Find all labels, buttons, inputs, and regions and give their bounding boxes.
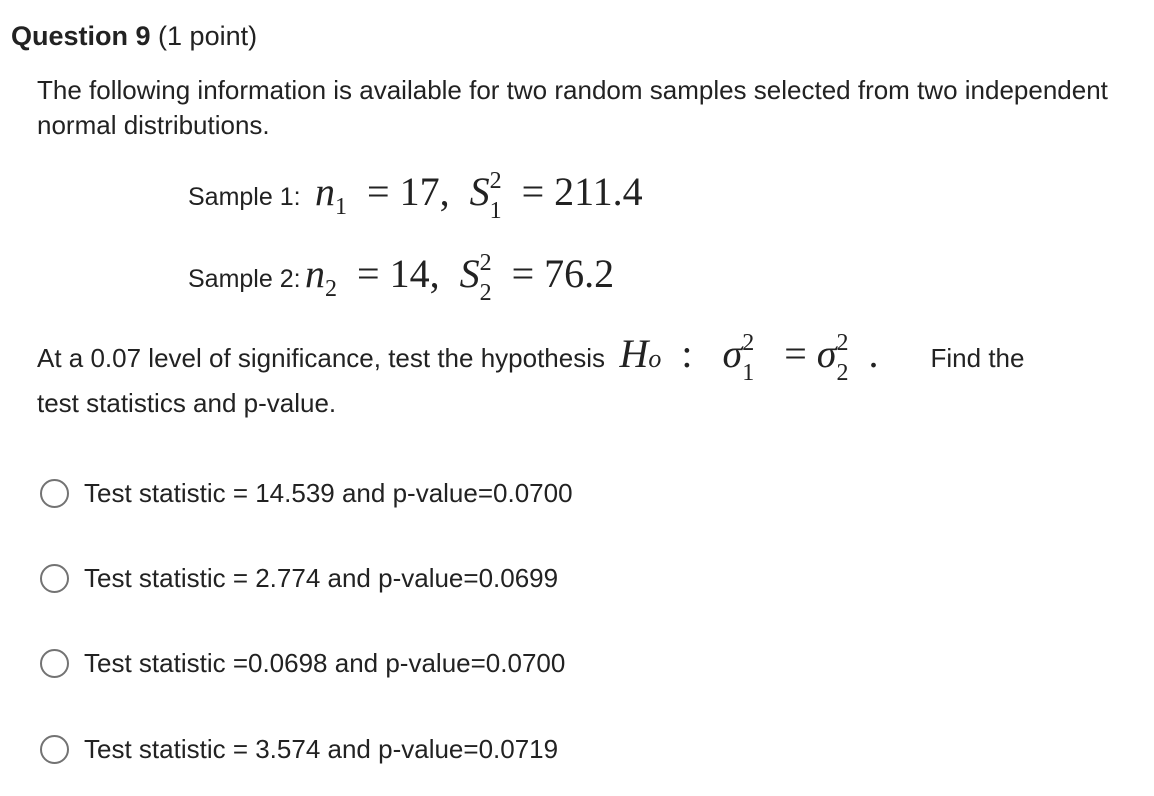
hypothesis-formula: Ho : σ 2 1 = σ 2 2 .: [619, 330, 879, 386]
hypothesis-intro: At a 0.07 level of significance, test the hypothesis: [37, 343, 606, 373]
hypothesis-line: [37, 330, 1024, 384]
question-header: [11, 14, 257, 58]
sample-1-label: Sample 1:: [188, 183, 301, 211]
answer-option-1[interactable]: [40, 475, 573, 511]
answer-option-label[interactable]: Test statistic = 14.539 and p-value=0.0700: [84, 477, 573, 508]
radio-button-2[interactable]: [40, 564, 69, 593]
question-prompt: The following information is available for two random samples selected from two independent normal distributions.: [37, 75, 1108, 140]
sample-1-formula: $n_1 = 17$, S 2 1 = 211.4: [315, 168, 643, 224]
radio-button-4[interactable]: [40, 735, 69, 764]
sample-2-line: [188, 250, 615, 306]
answer-option-2[interactable]: [40, 560, 558, 596]
answer-option-3[interactable]: [40, 645, 565, 681]
question-title: Question 9: [11, 21, 151, 51]
answer-option-label[interactable]: Test statistic = 2.774 and p-value=0.0699: [84, 562, 559, 593]
hypothesis-continuation: test statistics and p-value.: [37, 388, 337, 418]
answer-option-4[interactable]: [40, 731, 558, 767]
sample-2-label: Sample 2:: [188, 265, 301, 293]
sample-2-formula: $n_2 = 14$, S 2 2 = 76.2: [305, 250, 615, 306]
answer-option-label[interactable]: Test statistic = 3.574 and p-value=0.0719: [84, 733, 559, 764]
radio-button-1[interactable]: [40, 479, 69, 508]
radio-button-3[interactable]: [40, 649, 69, 678]
answer-option-label[interactable]: Test statistic =0.0698 and p-value=0.0700: [84, 647, 566, 678]
question-points: (1 point): [158, 21, 258, 51]
sample-1-line: [188, 168, 643, 224]
hypothesis-tail: Find the: [930, 343, 1025, 373]
